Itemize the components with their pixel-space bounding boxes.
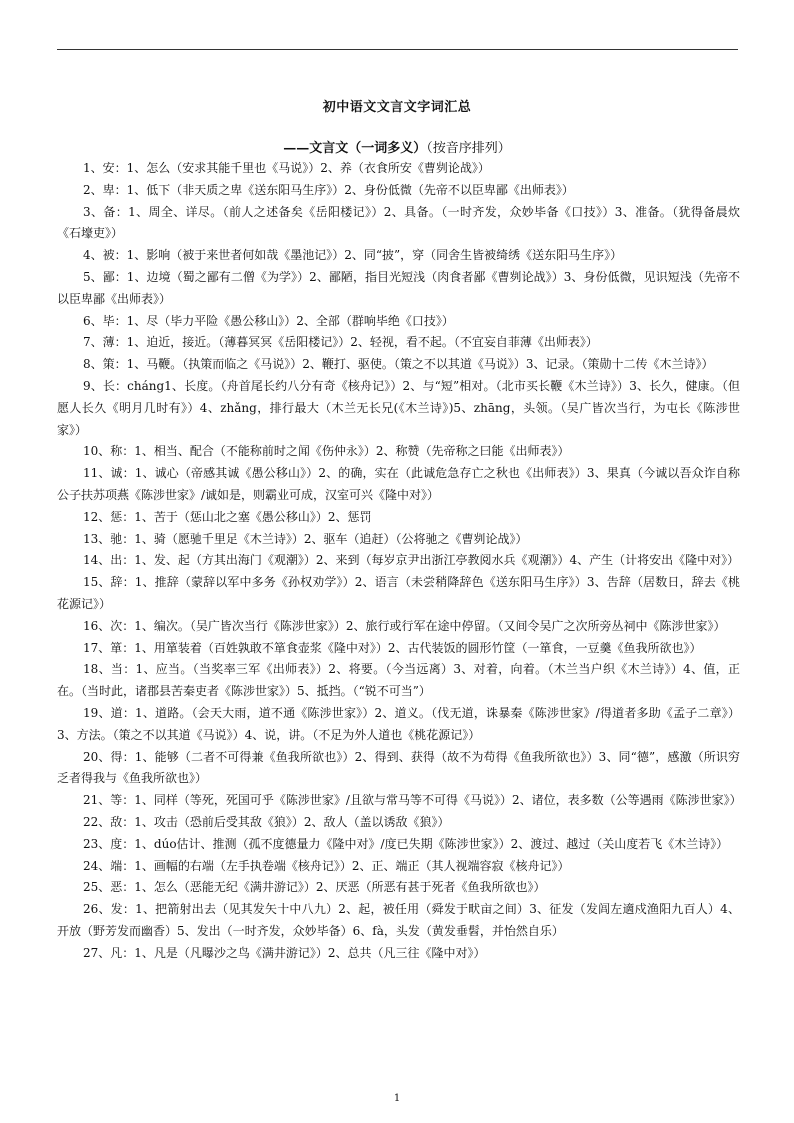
entry-chang: 9、长：cháng1、长度。（舟首尾长约八分有奇《核舟记》）2、与“短”相对。（北市买长鞭《木兰诗》）3、长久，健康。（但愿人长久《明月几时有》）4、zhǎng，排行最大（木兰无长兄(《木兰诗》)5、zhāng，头领。（吴广皆次当行，为屯长《陈涉世家》） bbox=[57, 378, 740, 437]
entry-list bbox=[57, 158, 740, 964]
entry-an: 1、安：1、怎么（安求其能千里也《马说》）2、养（衣食所安《曹刿论战》） bbox=[83, 161, 490, 175]
document-subtitle bbox=[0, 137, 794, 156]
entry-ce: 8、策：1、马鞭。（执策而临之《马说》）2、鞭打、驱使。（策之不以其道《马说》）3、记录。（策勋十二传《木兰诗》） bbox=[83, 357, 714, 372]
entry-dang: 18、当：1、应当。（当奖率三军《出师表》）2、将要。（今当远离）3、对着，向着。（木兰当户织《木兰诗》）4、值，正在。（当时此，诸郡县苦秦吏者《陈涉世家》）5、抵挡。（“锐不可当”） bbox=[57, 662, 740, 699]
entry-deng: 21、等：1、同样（等死，死国可乎《陈涉世家》/且欲与常马等不可得《马说》）2、诸位，表多数（公等遇雨《陈涉世家》） bbox=[83, 793, 742, 808]
entry-bi-finish: 6、毕：1、尽（毕力平险《愚公移山》）2、全部（群响毕绝《口技》） bbox=[83, 313, 454, 328]
page-number: 1 bbox=[393, 1093, 401, 1104]
entry-bei-low: 2、卑：1、低下（非天质之卑《送东阳马生序》）2、身份低微（先帝不以臣卑鄙《出师表》） bbox=[83, 182, 574, 197]
entry-bi-border: 5、鄙：1、边境（蜀之鄙有二僧《为学》）2、鄙陋，指目光短浅（肉食者鄙《曹刿论战》）3、身份低微，见识短浅（先帝不以臣卑鄙《出师表》） bbox=[57, 269, 740, 306]
entry-di: 22、敌：1、攻击（恐前后受其敌《狼》）2、敌人（盖以诱敌《狼》） bbox=[83, 814, 450, 829]
entry-cheng-sincere: 11、诚：1、诚心（帝感其诚《愚公移山》）2、的确，实在（此诚危急存亡之秋也《出师表》）3、果真（今诚以吾众诈自称公子扶苏项燕《陈涉世家》/诚如是，则霸业可成，汉室可兴《隆中对》） bbox=[57, 466, 740, 502]
document-title: 初中语文文言文字词汇总 bbox=[322, 100, 472, 115]
entry-bei-by: 4、被：1、影响（被于来世者何如哉《墨池记》）2、同“披”，穿（同舍生皆被绮绣《送东阳马生序》） bbox=[83, 248, 623, 263]
entry-bo: 7、薄：1、迫近，接近。（薄暮冥冥《岳阳楼记》）2、轻视，看不起。（不宜妄自菲薄《出师表》） bbox=[83, 335, 598, 350]
entry-bei-prepare: 3、备：1、周全、详尽。（前人之述备矣《岳阳楼记》）2、具备。（一时齐发，众妙毕备《口技》）3、准备。（犹得备晨炊《石壕吏》） bbox=[57, 204, 740, 241]
entry-dao: 19、道：1、道路。（会天大雨，道不通《陈涉世家》）2、道义。（伐无道，诛暴秦《陈涉世家》/得道者多助《孟子二章》）3、方法。（策之不以其道《马说》）4、说，讲。（不足为外人道也《桃花源记》） bbox=[57, 705, 740, 742]
subtitle-main: ——文言文（一词多义） bbox=[283, 141, 427, 156]
entry-ci-order: 16、次：1、编次。（吴广皆次当行《陈涉世家》）2、旅行或行军在途中停留。（又间令吴广之次所旁丛祠中《陈涉世家》） bbox=[83, 618, 726, 633]
entry-fa: 26、发：1、把箭射出去（见其发矢十中八九）2、起，被任用（舜发于畎亩之间）3、征发（发闾左適戍渔阳九百人）4、开放（野芳发而幽香）5、发出（一时齐发，众妙毕备）6、fà，头发（黄发垂髫，并怡然自乐） bbox=[57, 902, 740, 938]
entry-cheng-weigh: 10、称：1、相当、配合（不能称前时之闻《伤仲永》）2、称赞（先帝称之曰能《出师表》） bbox=[83, 444, 570, 459]
entry-de: 20、得：1、能够（二者不可得兼《鱼我所欲也》）2、得到、获得（故不为苟得《鱼我所欲也》）3、同“德”，感激（所识穷乏者得我与《鱼我所欲也》） bbox=[57, 749, 740, 786]
subtitle-note: （按音序排列） bbox=[426, 141, 511, 156]
header-rule bbox=[57, 49, 738, 50]
entry-dan: 17、箪：1、用箪装着（百姓孰敢不箪食壶浆《隆中对》）2、古代装饭的圆形竹筐（一箪食，一豆羹《鱼我所欲也》） bbox=[83, 640, 702, 655]
entry-chu: 14、出：1、发、起（方其出海门《观潮》）2、来到（每岁京尹出浙江亭教阅水兵《观潮》）4、产生（计将安出《隆中对》） bbox=[83, 553, 740, 568]
entry-ci-words: 15、辞：1、推辞（蒙辞以军中多务《孙权劝学》）2、语言（未尝稍降辞色《送东阳马生序》）3、告辞（居数日，辞去《桃花源记》） bbox=[57, 575, 740, 611]
entry-fan: 27、凡：1、凡是（凡曝沙之鸟《满井游记》）2、总共（凡三往《隆中对》） bbox=[83, 945, 486, 960]
entry-du: 23、度：1、dúo估计、推测（孤不度德量力《隆中对》/度已失期《陈涉世家》）2、渡过、越过（关山度若飞《木兰诗》） bbox=[83, 836, 729, 851]
entry-duan: 24、端：1、画幅的右端（左手执卷端《核舟记》）2、正、端正（其人视端容寂《核舟记》） bbox=[83, 858, 570, 873]
entry-cheng-punish: 12、惩：1、苦于（惩山北之塞《愚公移山》）2、惩罚 bbox=[83, 509, 372, 524]
entry-e: 25、恶：1、怎么（恶能无纪《满井游记》）2、厌恶（所恶有甚于死者《鱼我所欲也》） bbox=[83, 880, 546, 895]
entry-chi: 13、驰：1、骑（愿驰千里足《木兰诗》）2、驱车（追赶）（公将驰之《曹刿论战》） bbox=[83, 531, 528, 546]
